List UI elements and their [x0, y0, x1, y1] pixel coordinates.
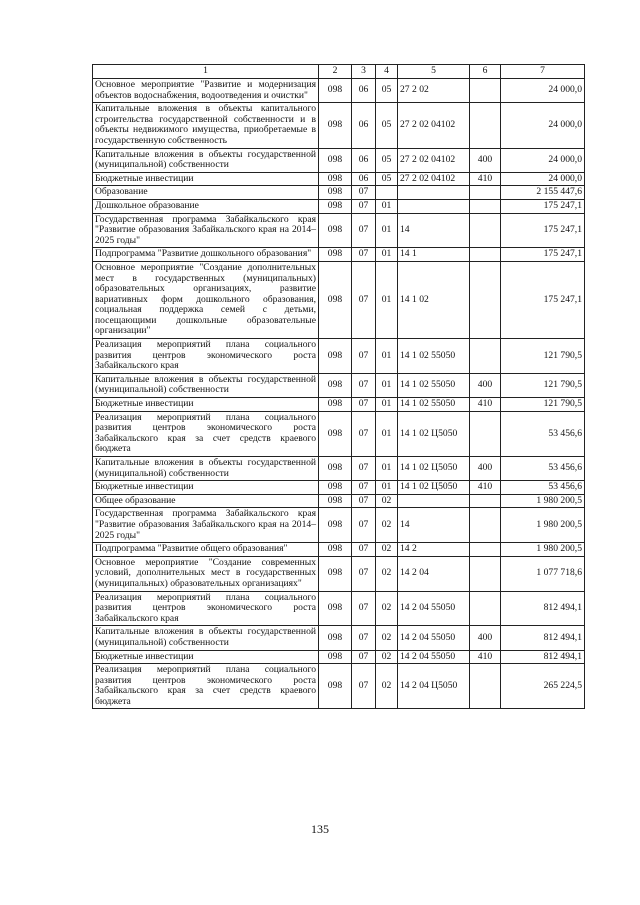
table-row — [93, 339, 585, 374]
column-header: 7 — [501, 65, 585, 79]
amount-value: 53 456,6 — [501, 481, 585, 495]
amount-value: 53 456,6 — [501, 457, 585, 481]
expense-type-code — [470, 494, 501, 508]
subsection-code: 01 — [376, 339, 398, 374]
expense-type-code — [470, 103, 501, 148]
subsection-code: 02 — [376, 650, 398, 664]
section-code: 07 — [352, 591, 376, 626]
section-code: 06 — [352, 103, 376, 148]
table-row — [93, 556, 585, 591]
expense-type-code — [470, 248, 501, 262]
target-article-code: 14 2 — [398, 543, 470, 557]
row-name: Бюджетные инвестиции — [93, 481, 319, 495]
amount-value: 121 790,5 — [501, 339, 585, 374]
grbs-code: 098 — [319, 543, 352, 557]
table-row — [93, 172, 585, 186]
expense-type-code — [470, 556, 501, 591]
row-name: Капитальные вложения в объекты государственной (муниципальной) собственности — [93, 373, 319, 397]
column-header: 2 — [319, 65, 352, 79]
grbs-code: 098 — [319, 411, 352, 456]
grbs-code: 098 — [319, 626, 352, 650]
expense-type-code — [470, 411, 501, 456]
table-row — [93, 398, 585, 412]
row-name: Бюджетные инвестиции — [93, 650, 319, 664]
table-row — [93, 457, 585, 481]
table-row — [93, 261, 585, 338]
expense-type-code — [470, 213, 501, 248]
row-name: Основное мероприятие "Создание дополнительных мест в государственных (муниципальных) образовательных организациях, развитие вариативных форм дошкольного образования, социальная поддержка семей с детьми, посещающими дошкольные образовательные организации" — [93, 261, 319, 338]
expense-type-code: 410 — [470, 650, 501, 664]
section-code: 07 — [352, 481, 376, 495]
target-article-code: 14 — [398, 213, 470, 248]
section-code: 07 — [352, 213, 376, 248]
target-article-code: 14 2 04 — [398, 556, 470, 591]
target-article-code: 14 1 — [398, 248, 470, 262]
amount-value: 121 790,5 — [501, 398, 585, 412]
grbs-code: 098 — [319, 148, 352, 172]
section-code: 07 — [352, 664, 376, 709]
section-code: 07 — [352, 261, 376, 338]
section-code: 07 — [352, 494, 376, 508]
amount-value: 812 494,1 — [501, 626, 585, 650]
expense-type-code — [470, 591, 501, 626]
budget-table — [92, 64, 585, 709]
amount-value: 812 494,1 — [501, 591, 585, 626]
subsection-code: 05 — [376, 148, 398, 172]
grbs-code: 098 — [319, 261, 352, 338]
row-name: Подпрограмма "Развитие дошкольного образования" — [93, 248, 319, 262]
target-article-code: 27 2 02 04102 — [398, 172, 470, 186]
section-code: 07 — [352, 457, 376, 481]
grbs-code: 098 — [319, 79, 352, 103]
grbs-code: 098 — [319, 664, 352, 709]
amount-value: 53 456,6 — [501, 411, 585, 456]
expense-type-code: 410 — [470, 398, 501, 412]
table-row — [93, 248, 585, 262]
amount-value: 2 155 447,6 — [501, 186, 585, 200]
amount-value: 121 790,5 — [501, 373, 585, 397]
expense-type-code: 400 — [470, 148, 501, 172]
table-row — [93, 494, 585, 508]
section-code: 06 — [352, 172, 376, 186]
expense-type-code — [470, 261, 501, 338]
subsection-code: 01 — [376, 261, 398, 338]
expense-type-code — [470, 339, 501, 374]
grbs-code: 098 — [319, 457, 352, 481]
table-row — [93, 103, 585, 148]
table-body — [93, 79, 585, 709]
row-name: Основное мероприятие "Создание современных условий, дополнительных мест в государственных (муниципальных) образовательных организациях" — [93, 556, 319, 591]
table-row — [93, 508, 585, 543]
row-name: Капитальные вложения в объекты капитального строительства государственной собственности и в объекты недвижимого имущества, приобретаемые в государственную собственность — [93, 103, 319, 148]
grbs-code: 098 — [319, 556, 352, 591]
section-code: 07 — [352, 650, 376, 664]
amount-value: 175 247,1 — [501, 261, 585, 338]
subsection-code: 02 — [376, 591, 398, 626]
target-article-code: 14 — [398, 508, 470, 543]
expense-type-code: 400 — [470, 373, 501, 397]
expense-type-code: 400 — [470, 626, 501, 650]
amount-value: 175 247,1 — [501, 199, 585, 213]
expense-type-code — [470, 508, 501, 543]
row-name: Дошкольное образование — [93, 199, 319, 213]
section-code: 07 — [352, 186, 376, 200]
grbs-code: 098 — [319, 199, 352, 213]
page-number: 135 — [311, 822, 329, 836]
subsection-code: 02 — [376, 508, 398, 543]
subsection-code — [376, 186, 398, 200]
expense-type-code: 410 — [470, 481, 501, 495]
grbs-code: 098 — [319, 373, 352, 397]
target-article-code: 14 2 04 55050 — [398, 591, 470, 626]
grbs-code: 098 — [319, 339, 352, 374]
subsection-code: 02 — [376, 664, 398, 709]
row-name: Реализация мероприятий плана социального развития центров экономического роста Забайкальского края за счет средств краевого бюджета — [93, 664, 319, 709]
amount-value: 1 077 718,6 — [501, 556, 585, 591]
grbs-code: 098 — [319, 481, 352, 495]
row-name: Бюджетные инвестиции — [93, 172, 319, 186]
target-article-code: 27 2 02 — [398, 79, 470, 103]
table-header-row — [93, 65, 585, 79]
table-row — [93, 543, 585, 557]
section-code: 07 — [352, 626, 376, 650]
target-article-code: 14 1 02 55050 — [398, 373, 470, 397]
expense-type-code — [470, 543, 501, 557]
target-article-code: 14 1 02 Ц5050 — [398, 411, 470, 456]
row-name: Реализация мероприятий плана социального развития центров экономического роста Забайкальского края за счет средств краевого бюджета — [93, 411, 319, 456]
row-name: Основное мероприятие "Развитие и модернизация объектов водоснабжения, водоотведения и очистки" — [93, 79, 319, 103]
target-article-code: 14 2 04 55050 — [398, 650, 470, 664]
section-code: 07 — [352, 199, 376, 213]
subsection-code: 01 — [376, 398, 398, 412]
table-row — [93, 650, 585, 664]
row-name: Реализация мероприятий плана социального развития центров экономического роста Забайкальского края — [93, 591, 319, 626]
expense-type-code — [470, 664, 501, 709]
subsection-code: 01 — [376, 373, 398, 397]
subsection-code: 01 — [376, 457, 398, 481]
subsection-code: 01 — [376, 411, 398, 456]
amount-value: 24 000,0 — [501, 79, 585, 103]
row-name: Бюджетные инвестиции — [93, 398, 319, 412]
target-article-code: 14 2 04 55050 — [398, 626, 470, 650]
table-row — [93, 186, 585, 200]
grbs-code: 098 — [319, 494, 352, 508]
column-header: 6 — [470, 65, 501, 79]
expense-type-code: 410 — [470, 172, 501, 186]
subsection-code: 01 — [376, 213, 398, 248]
subsection-code: 01 — [376, 481, 398, 495]
section-code: 07 — [352, 543, 376, 557]
row-name: Реализация мероприятий плана социального развития центров экономического роста Забайкальского края — [93, 339, 319, 374]
grbs-code: 098 — [319, 248, 352, 262]
row-name: Капитальные вложения в объекты государственной (муниципальной) собственности — [93, 626, 319, 650]
row-name: Государственная программа Забайкальского края "Развитие образования Забайкальского края на 2014–2025 годы" — [93, 213, 319, 248]
target-article-code: 14 1 02 55050 — [398, 339, 470, 374]
row-name: Подпрограмма "Развитие общего образования" — [93, 543, 319, 557]
subsection-code: 02 — [376, 626, 398, 650]
table-row — [93, 481, 585, 495]
target-article-code: 14 1 02 Ц5050 — [398, 457, 470, 481]
target-article-code: 27 2 02 04102 — [398, 148, 470, 172]
row-name: Образование — [93, 186, 319, 200]
table-row — [93, 213, 585, 248]
table-row — [93, 664, 585, 709]
table-row — [93, 199, 585, 213]
target-article-code: 14 1 02 Ц5050 — [398, 481, 470, 495]
amount-value: 24 000,0 — [501, 172, 585, 186]
subsection-code: 05 — [376, 172, 398, 186]
grbs-code: 098 — [319, 650, 352, 664]
grbs-code: 098 — [319, 398, 352, 412]
table-row — [93, 626, 585, 650]
column-header: 1 — [93, 65, 319, 79]
section-code: 07 — [352, 373, 376, 397]
grbs-code: 098 — [319, 172, 352, 186]
section-code: 07 — [352, 398, 376, 412]
amount-value: 175 247,1 — [501, 248, 585, 262]
subsection-code: 05 — [376, 79, 398, 103]
expense-type-code — [470, 186, 501, 200]
grbs-code: 098 — [319, 103, 352, 148]
grbs-code: 098 — [319, 508, 352, 543]
target-article-code — [398, 199, 470, 213]
amount-value: 265 224,5 — [501, 664, 585, 709]
grbs-code: 098 — [319, 186, 352, 200]
column-header: 3 — [352, 65, 376, 79]
grbs-code: 098 — [319, 213, 352, 248]
table-row — [93, 79, 585, 103]
amount-value: 24 000,0 — [501, 103, 585, 148]
target-article-code — [398, 494, 470, 508]
section-code: 06 — [352, 148, 376, 172]
subsection-code: 01 — [376, 248, 398, 262]
section-code: 07 — [352, 411, 376, 456]
subsection-code: 02 — [376, 556, 398, 591]
grbs-code: 098 — [319, 591, 352, 626]
subsection-code: 02 — [376, 543, 398, 557]
target-article-code: 27 2 02 04102 — [398, 103, 470, 148]
row-name: Государственная программа Забайкальского края "Развитие образования Забайкальского края на 2014–2025 годы" — [93, 508, 319, 543]
row-name: Общее образование — [93, 494, 319, 508]
target-article-code: 14 1 02 — [398, 261, 470, 338]
subsection-code: 05 — [376, 103, 398, 148]
amount-value: 1 980 200,5 — [501, 494, 585, 508]
subsection-code: 01 — [376, 199, 398, 213]
expense-type-code: 400 — [470, 457, 501, 481]
section-code: 07 — [352, 339, 376, 374]
section-code: 07 — [352, 248, 376, 262]
column-header: 5 — [398, 65, 470, 79]
expense-type-code — [470, 79, 501, 103]
amount-value: 175 247,1 — [501, 213, 585, 248]
target-article-code: 14 1 02 55050 — [398, 398, 470, 412]
target-article-code: 14 2 04 Ц5050 — [398, 664, 470, 709]
row-name: Капитальные вложения в объекты государственной (муниципальной) собственности — [93, 457, 319, 481]
amount-value: 812 494,1 — [501, 650, 585, 664]
table-row — [93, 373, 585, 397]
table-row — [93, 148, 585, 172]
amount-value: 1 980 200,5 — [501, 508, 585, 543]
subsection-code: 02 — [376, 494, 398, 508]
table-row — [93, 591, 585, 626]
table-row — [93, 411, 585, 456]
target-article-code — [398, 186, 470, 200]
expense-type-code — [470, 199, 501, 213]
section-code: 07 — [352, 556, 376, 591]
amount-value: 24 000,0 — [501, 148, 585, 172]
amount-value: 1 980 200,5 — [501, 543, 585, 557]
row-name: Капитальные вложения в объекты государственной (муниципальной) собственности — [93, 148, 319, 172]
section-code: 06 — [352, 79, 376, 103]
section-code: 07 — [352, 508, 376, 543]
column-header: 4 — [376, 65, 398, 79]
